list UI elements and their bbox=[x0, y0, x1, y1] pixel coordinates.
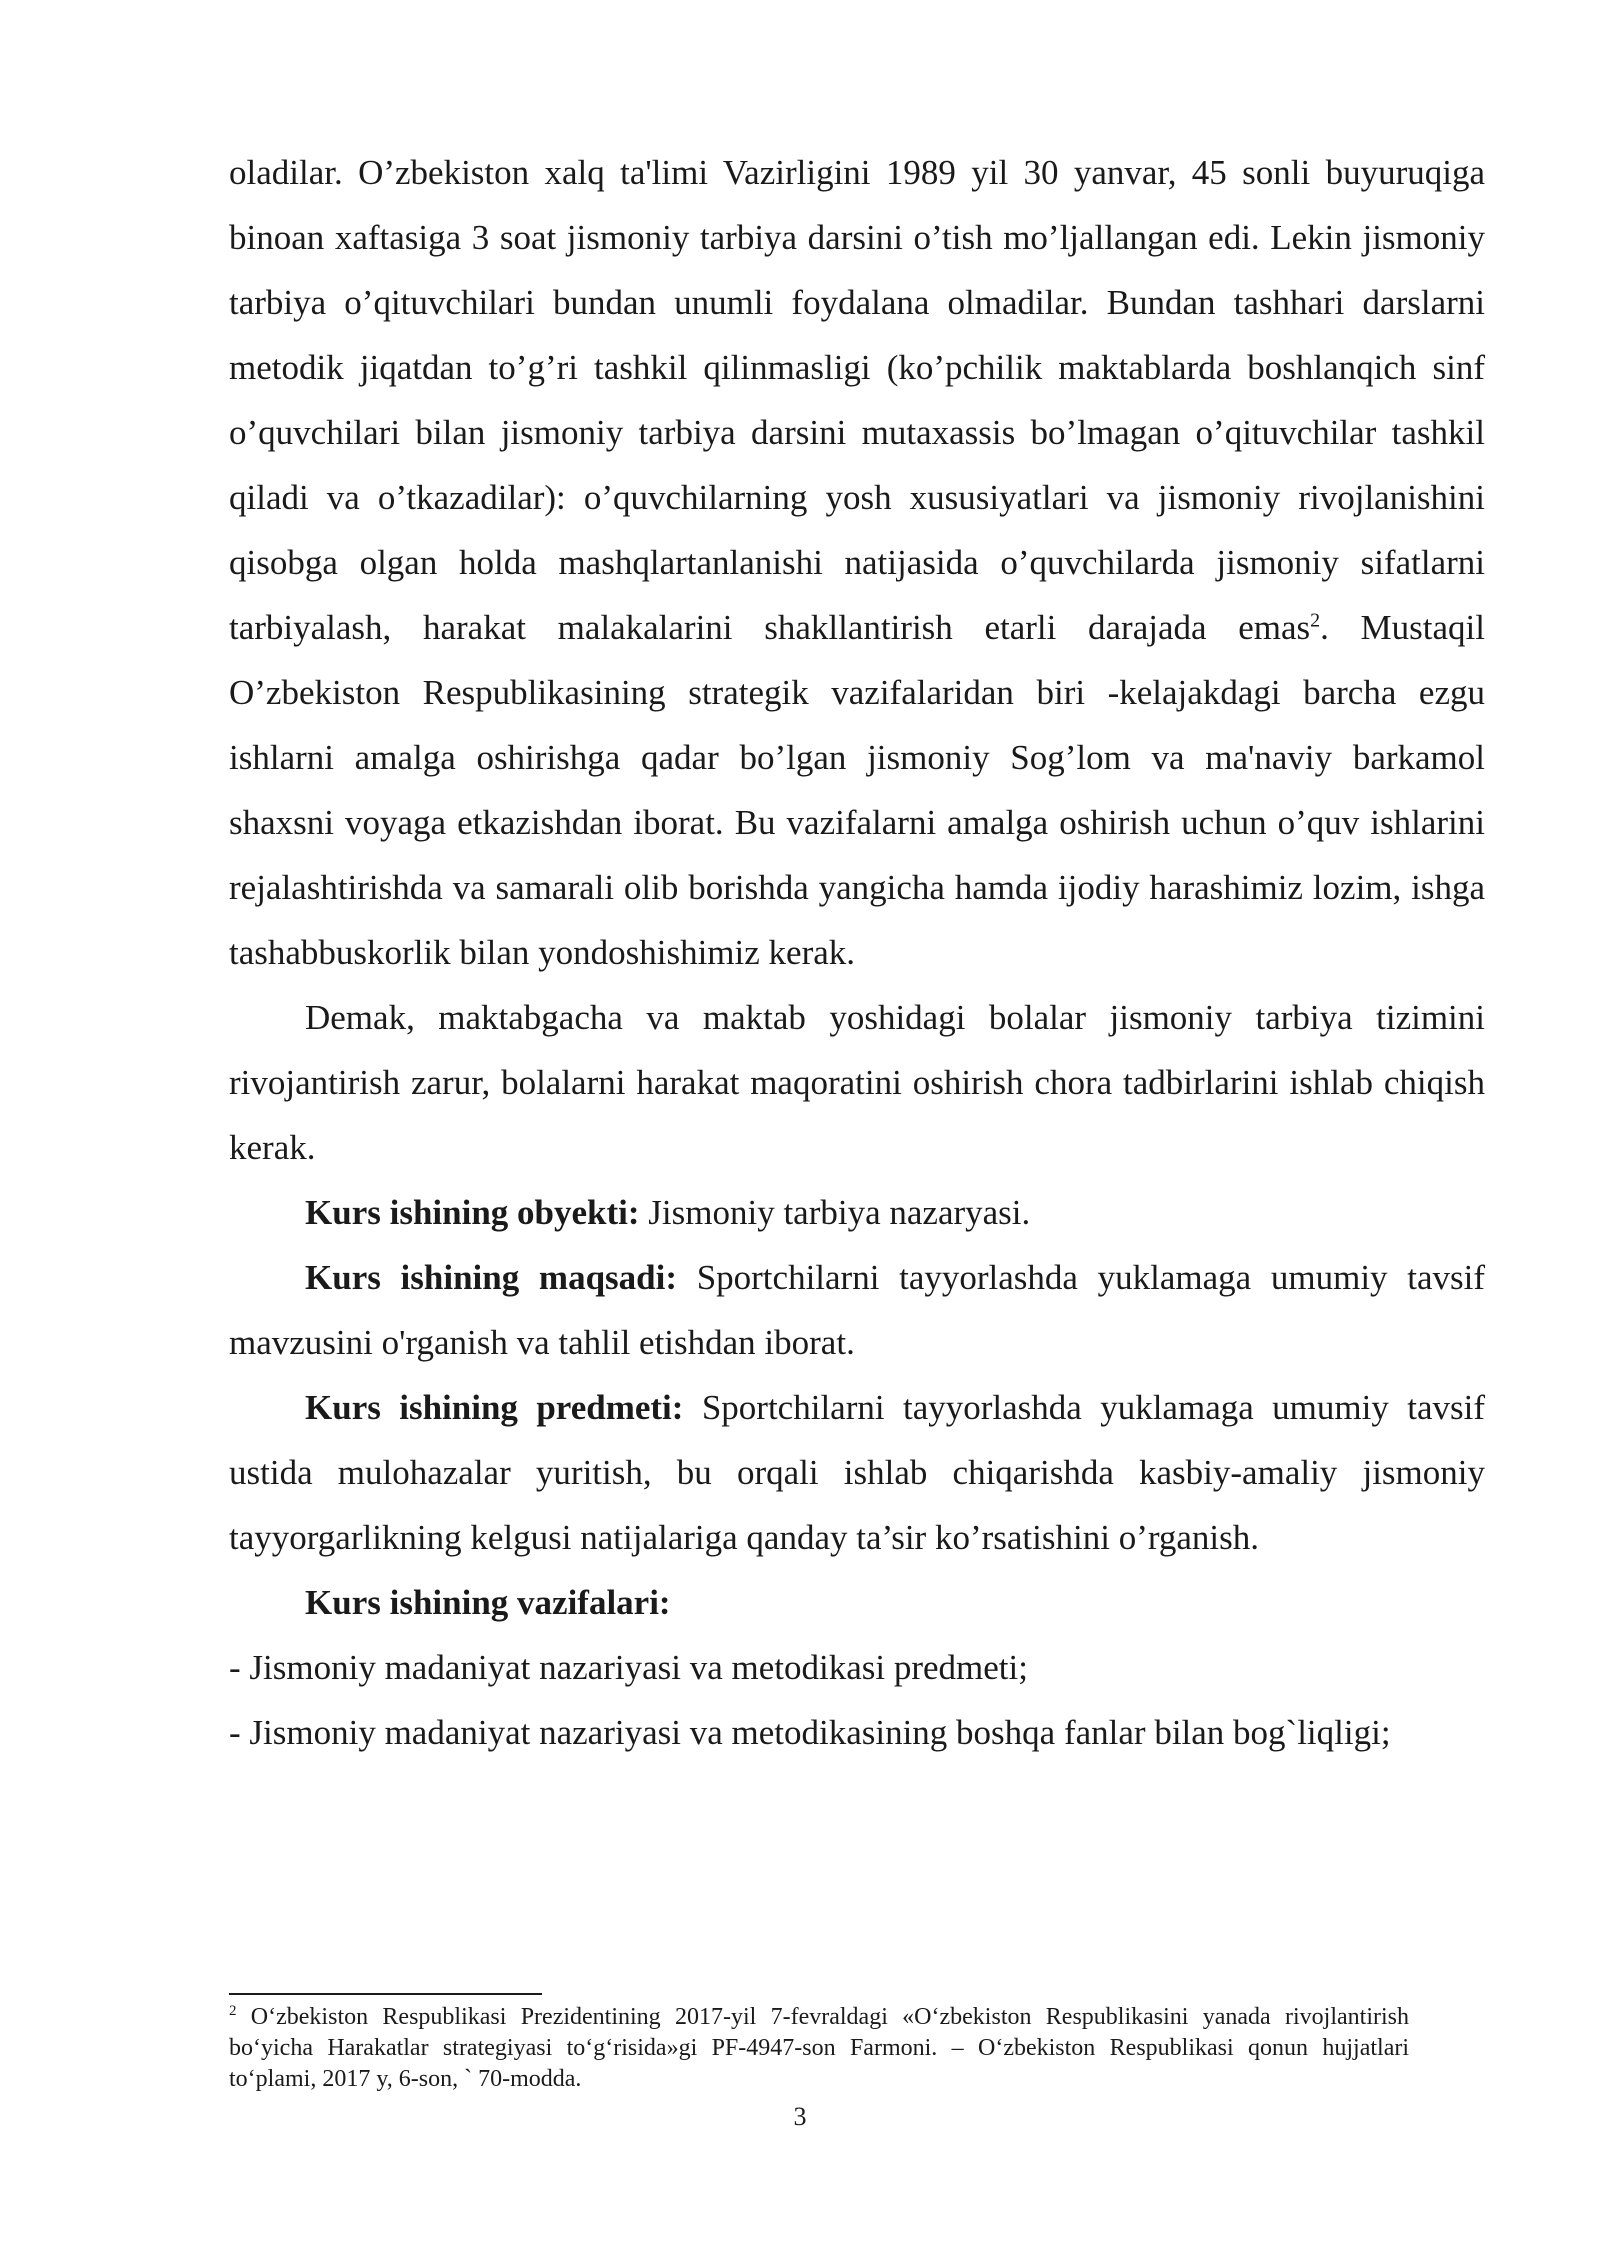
paragraph-intro-text-a: oladilar. O’zbekiston xalq ta'limi Vazirligini 1989 yil 30 yanvar, 45 sonli buyuruqiga binoan xaftasiga 3 soat jismoniy tarbiya darsini o’tish mo’ljallangan edi. Lekin jismoniy tarbiya o’qituvchilari bundan unumli foydalana olmadilar. Bundan tashhari darslarni metodik jiqatdan to’g’ri tashkil qilinmasligi (ko’pchilik maktablarda boshlanqich sinf o’quvchilari bilan jismoniy tarbiya darsini mutaxassis bo’lmagan o’qituvchilar tashkil qiladi va o’tkazadilar): o’quvchilarning yosh xususiyatlari va jismoniy rivojlanishini qisobga olgan holda mashqlartanlanishi natijasida o’quvchilarda jismoniy sifatlarni tarbiyalash, harakat malakalarini shakllantirish etarli darajada emas bbox=[229, 153, 1485, 647]
paragraph-conclusion: Demak, maktabgacha va maktab yoshidagi bolalar jismoniy tarbiya tizimini rivojantirish zarur, bolalarni harakat maqoratini oshirish chora tadbirlarini ishlab chiqish kerak. bbox=[229, 998, 1485, 1167]
course-purpose-text: Sportchilarni tayyorlashda yuklamaga umumiy tavsif mavzusini o'rganish va tahlil etishdan iborat. bbox=[229, 1258, 1485, 1362]
course-subject bbox=[229, 1375, 1485, 1570]
course-tasks-heading bbox=[229, 1570, 1485, 1635]
footnote-text: O‘zbekiston Respublikasi Prezidentining 2017-yil 7-fevraldagi «O‘zbekiston Respublikasini yanada rivojlantirish bo‘yicha Harakatlar strategiyasi to‘g‘risida»gi PF-4947-son Farmoni. – O‘zbekiston Respublikasi qonun hujjatlari to‘plami, 2017 y, 6-son, ` 70-modda. bbox=[229, 2004, 1409, 2092]
course-object bbox=[229, 1180, 1485, 1245]
list-item: - Jismoniy madaniyat nazariyasi va metodikasi predmeti; bbox=[229, 1648, 1028, 1687]
course-subject-text: Sportchilarni tayyorlashda yuklamaga umumiy tavsif ustida mulohazalar yuritish, bu orqali ishlab chiqarishda kasbiy-amaliy jismoniy tayyorgarlikning kelgusi natijalariga qanday ta’sir ko’rsatishini o’rganish. bbox=[229, 1388, 1485, 1557]
course-tasks-label: Kurs ishining vazifalari: bbox=[305, 1583, 671, 1622]
paragraph-intro bbox=[229, 140, 1485, 985]
paragraph-intro-text-b: . Mustaqil O’zbekiston Respublikasining strategik vazifalaridan biri -kelajakdagi barcha ezgu ishlarni amalga oshirishga qadar bo’lgan jismoniy Sog’lom va ma'naviy barkamol shaxsni voyaga etkazishdan iborat. Bu vazifalarni amalga oshirish uchun o’quv ishlarini rejalashtirishda va samarali olib borishda yangicha hamda ijodiy harashimiz lozim, ishga tashabbuskorlik bilan yondoshishimiz kerak. bbox=[229, 608, 1485, 972]
footnote bbox=[229, 2002, 1409, 2095]
course-subject-label: Kurs ishining predmeti: bbox=[305, 1388, 684, 1427]
page-number: 3 bbox=[793, 2102, 807, 2131]
course-purpose-label: Kurs ishining maqsadi: bbox=[305, 1258, 677, 1297]
footnote-reference[interactable]: 2 bbox=[1310, 609, 1321, 632]
course-object-text: Jismoniy tarbiya nazaryasi. bbox=[639, 1193, 1031, 1232]
list-item: - Jismoniy madaniyat nazariyasi va metodikasining boshqa fanlar bilan bog`liqligi; bbox=[229, 1713, 1391, 1752]
footnote-separator bbox=[229, 1993, 542, 1995]
course-object-label: Kurs ishining obyekti: bbox=[305, 1193, 640, 1232]
document-page bbox=[229, 140, 1485, 1765]
footnote-marker: 2 bbox=[229, 2003, 237, 2019]
course-purpose bbox=[229, 1245, 1485, 1375]
